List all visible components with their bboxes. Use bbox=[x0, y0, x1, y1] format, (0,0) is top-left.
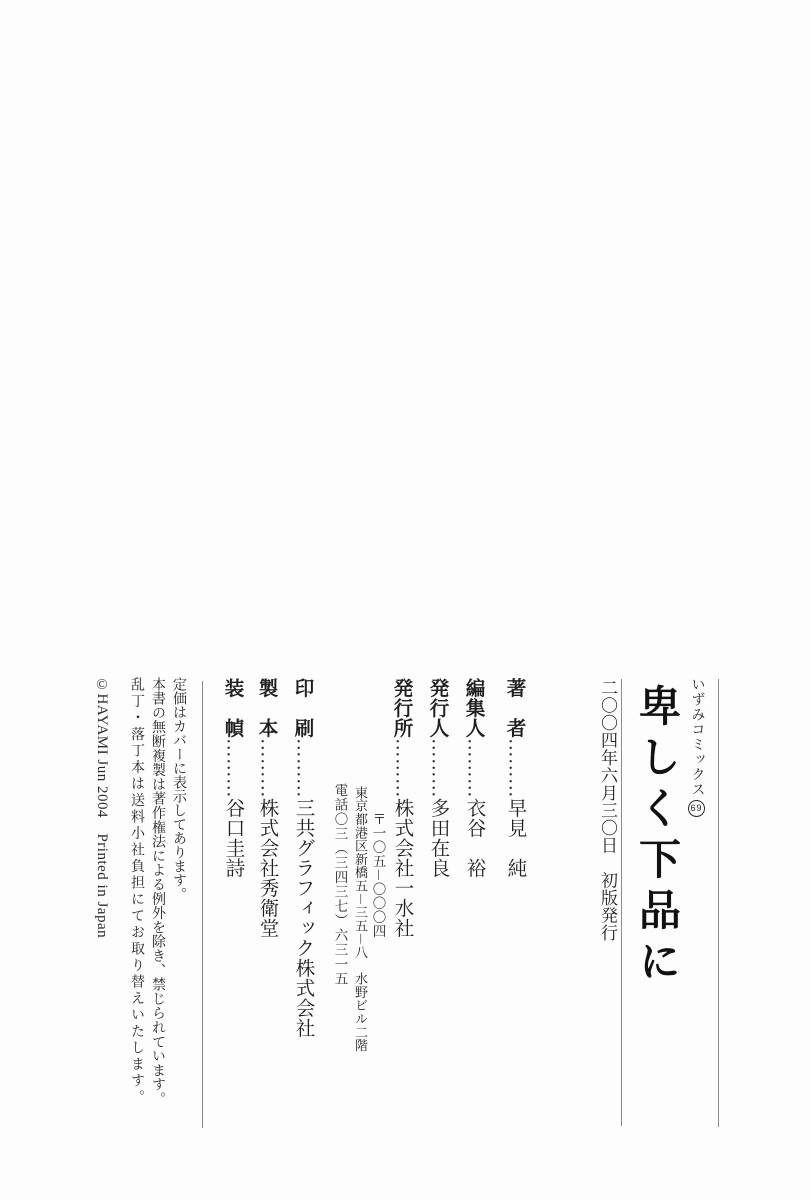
publisher-label: 発行人 bbox=[426, 678, 449, 738]
printer-leader: ……… bbox=[292, 738, 314, 798]
vertical-rule-middle bbox=[621, 679, 622, 1126]
book-title: 卑しく下品に bbox=[634, 684, 681, 990]
printer-value: 三共グラフィック株式会社 bbox=[292, 798, 314, 1038]
publisher-leader: ……… bbox=[427, 738, 449, 798]
series-name: いずみコミックス bbox=[689, 677, 705, 797]
binder-value: 株式会社秀衛堂 bbox=[256, 798, 278, 938]
binder-label: 製 本 bbox=[255, 678, 278, 738]
author-value: 早見 純 bbox=[504, 798, 526, 878]
binder-leader: ……… bbox=[256, 738, 278, 798]
editor-label: 編集人 bbox=[462, 678, 485, 738]
author-line bbox=[504, 678, 525, 878]
printer-label: 印 刷 bbox=[291, 678, 314, 738]
designer-line bbox=[222, 678, 243, 878]
price-notice: 定価はカバーに表示してあります。 bbox=[171, 677, 186, 901]
editor-leader: ……… bbox=[463, 738, 485, 798]
designer-leader: ……… bbox=[222, 738, 244, 798]
office-label: 発行所 bbox=[390, 678, 413, 738]
designer-value: 谷口圭詩 bbox=[222, 798, 244, 878]
author-leader: ……… bbox=[504, 738, 526, 798]
office-leader: ……… bbox=[391, 738, 413, 798]
vertical-rule-left bbox=[202, 681, 203, 1128]
binder-line bbox=[256, 678, 277, 938]
copyright-law-notice: 本書の無断複製は著作権法による例外を除き、禁じられています。 bbox=[150, 677, 165, 1106]
designer-label: 装 幀 bbox=[221, 678, 244, 738]
copyright-line: ©HAYAMI Jun 2004 Printed in Japan bbox=[94, 677, 110, 939]
publishing-office-line bbox=[391, 678, 412, 938]
phone-line: 電話〇三（三四三七）六三一五 bbox=[332, 783, 348, 986]
author-label: 著 者 bbox=[503, 678, 526, 738]
series-line bbox=[688, 677, 705, 817]
vertical-rule-right bbox=[718, 679, 719, 1127]
returns-notice: 乱丁・落丁本は送料小社負担にてお取り替えいたします。 bbox=[129, 677, 144, 1106]
publisher-value: 多田在良 bbox=[427, 798, 449, 878]
office-value: 株式会社一水社 bbox=[391, 798, 413, 938]
postal-code-line: 〒一〇五－〇〇〇四 bbox=[370, 812, 386, 938]
printer-line bbox=[292, 678, 313, 1038]
edition-date: 二〇〇四年六月三〇日 初版発行 bbox=[598, 679, 617, 942]
series-number-badge: 69 bbox=[688, 800, 705, 817]
publisher-line bbox=[427, 678, 448, 878]
editor-value: 衣谷 裕 bbox=[463, 798, 485, 878]
editor-line bbox=[463, 678, 484, 878]
street-address-line: 東京都港区新橋五－三五－八 水野ビル二階 bbox=[353, 786, 368, 1052]
